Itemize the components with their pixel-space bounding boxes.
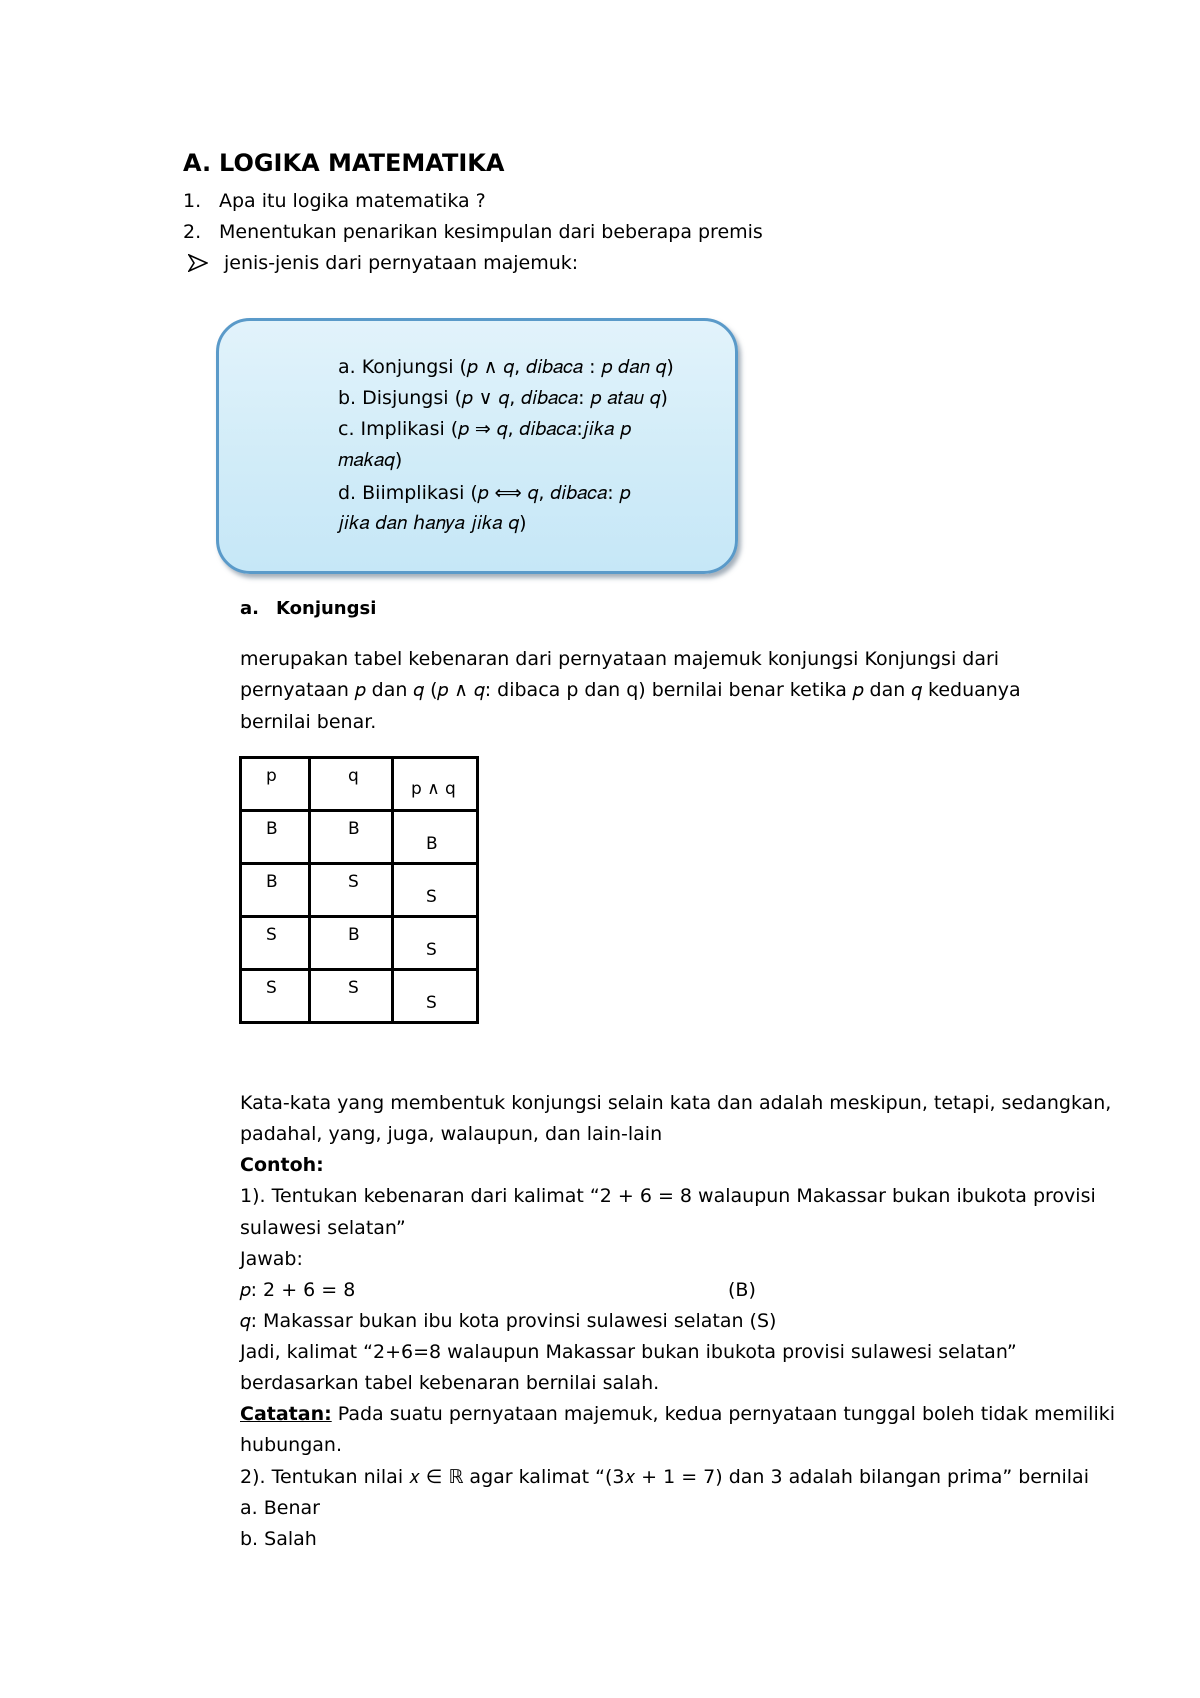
box-line: d. Biimplikasi (𝑝 ⟺ 𝑞, 𝑑𝑖𝑏𝑎𝑐𝑎: 𝑝 — [338, 482, 631, 504]
definition-line: bernilai benar. — [240, 711, 377, 733]
answer-label: Jawab: — [240, 1248, 303, 1270]
list-item: Menentukan penarikan kesimpulan dari beberapa premis — [219, 221, 763, 243]
table-row — [241, 970, 478, 1023]
table-cell: B — [348, 925, 360, 945]
section-letter: A. — [183, 149, 212, 177]
conclusion-line: Jadi, kalimat “2+6=8 walaupun Makassar bukan ibukota provisi sulawesi selatan” — [240, 1341, 1017, 1363]
paragraph-line: Kata-kata yang membentuk konjungsi selain kata dan adalah meskipun, tetapi, sedangkan, — [240, 1092, 1112, 1114]
statement-p: 𝑝: 2 + 6 = 8 — [240, 1279, 356, 1301]
subsection-title: Konjungsi — [276, 598, 377, 619]
table-row — [241, 811, 478, 864]
table-cell: B — [348, 819, 360, 839]
table-row — [241, 864, 478, 917]
list-number: 2. — [183, 221, 202, 243]
box-line: b. Disjungsi (𝑝 ∨ 𝑞, 𝑑𝑖𝑏𝑎𝑐𝑎: 𝑝 𝑎𝑡𝑎𝑢 𝑞) — [338, 387, 668, 409]
note-line: hubungan. — [240, 1434, 343, 1456]
table-cell: S — [348, 872, 359, 892]
list-item: Apa itu logika matematika ? — [219, 190, 486, 212]
table-cell: S — [348, 978, 359, 998]
table-cell: S — [426, 940, 437, 960]
table-cell: B — [266, 819, 278, 839]
subsection-letter: a. — [240, 598, 259, 619]
arrow-bullet-icon — [188, 254, 208, 276]
statement-p-value: (B) — [728, 1279, 756, 1301]
table-header: q — [348, 766, 359, 786]
section-title: LOGIKA MATEMATIKA — [219, 149, 505, 177]
table-cell: S — [426, 993, 437, 1013]
example-question: 2). Tentukan nilai 𝑥 ∈ ℝ agar kalimat “(3𝑥 + 1 = 7) dan 3 adalah bilangan prima” bernilai — [240, 1466, 1089, 1488]
table-header-row — [241, 758, 478, 811]
option-a: a. Benar — [240, 1497, 320, 1519]
table-header: p ∧ q — [411, 779, 456, 799]
definition-line: pernyataan 𝑝 dan 𝑞 (𝑝 ∧ 𝑞: dibaca p dan q) bernilai benar ketika 𝑝 dan 𝑞 keduanya — [240, 679, 1021, 701]
box-line: c. Implikasi (𝑝 ⇒ 𝑞, 𝑑𝑖𝑏𝑎𝑐𝑎:𝑗𝑖𝑘𝑎 𝑝 — [338, 418, 631, 440]
table-cell: S — [426, 887, 437, 907]
list-number: 1. — [183, 190, 202, 212]
option-b: b. Salah — [240, 1528, 317, 1550]
table-cell: S — [266, 925, 277, 945]
truth-table — [239, 756, 479, 1024]
table-cell: B — [266, 872, 278, 892]
example-label: Contoh: — [240, 1154, 324, 1176]
table-cell: B — [426, 834, 438, 854]
table-row — [241, 917, 478, 970]
conclusion-line: berdasarkan tabel kebenaran bernilai salah. — [240, 1372, 660, 1394]
box-line: 𝑚𝑎𝑘𝑎𝑞) — [338, 449, 403, 471]
table-cell: S — [266, 978, 277, 998]
paragraph-line: padahal, yang, juga, walaupun, dan lain-lain — [240, 1123, 663, 1145]
list-item: jenis-jenis dari pernyataan majemuk: — [224, 252, 579, 274]
note-text: Pada suatu pernyataan majemuk, kedua pernyataan tunggal boleh tidak memiliki — [331, 1403, 1115, 1425]
note-label: Catatan: — [240, 1403, 332, 1425]
table-header: p — [266, 766, 277, 786]
note-line — [240, 1403, 1115, 1425]
statement-q: 𝑞: Makassar bukan ibu kota provinsi sulawesi selatan (S) — [240, 1310, 777, 1332]
example-question: sulawesi selatan” — [240, 1217, 406, 1239]
example-question: 1). Tentukan kebenaran dari kalimat “2 + 6 = 8 walaupun Makassar bukan ibukota provisi — [240, 1185, 1096, 1207]
box-line: 𝑗𝑖𝑘𝑎 𝑑𝑎𝑛 ℎ𝑎𝑛𝑦𝑎 𝑗𝑖𝑘𝑎 𝑞) — [338, 512, 527, 534]
definition-line: merupakan tabel kebenaran dari pernyataan majemuk konjungsi Konjungsi dari — [240, 648, 1000, 670]
box-line: a. Konjungsi (𝑝 ∧ 𝑞, 𝑑𝑖𝑏𝑎𝑐𝑎 : 𝑝 𝑑𝑎𝑛 𝑞) — [338, 356, 674, 378]
